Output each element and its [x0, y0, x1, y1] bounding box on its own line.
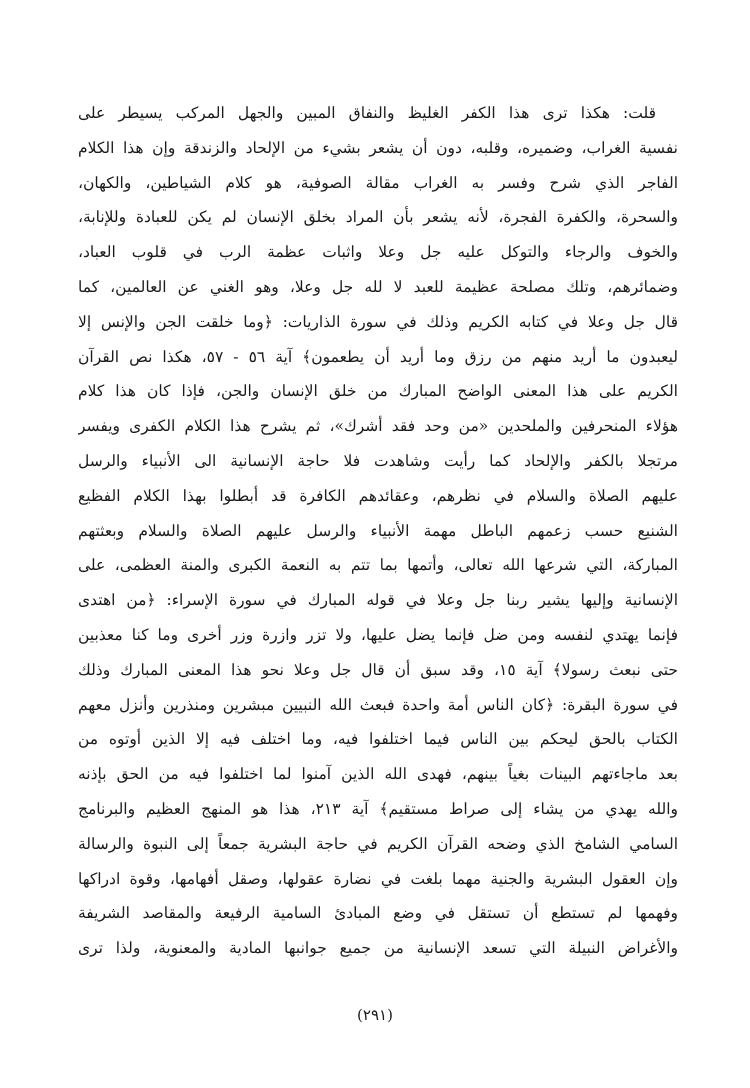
text-line: وإن العقول البشرية والجنية مهما بلغت في نضارة عقولها، وصقل أفهامها، وقوة ادراكها: [78, 869, 678, 888]
text-line: والخوف والرجاء والتوكل عليه جل وعلا واثبات عظمة الرب في قلوب العباد،: [78, 243, 678, 262]
text-line: وضمائرهم، وتلك مصلحة عظيمة للعبد لا لله جل وعلا، وهو الغني عن العالمين، كما: [78, 277, 678, 296]
text-line: والأغراض النبيلة التي تسعد الإنسانية من جميع جوانبها المادية والمعنوية، ولذا ترى: [78, 939, 678, 958]
body-text: [78, 96, 678, 966]
text-line: نفسية الغراب، وضميره، وقلبه، دون أن يشعر بشيء من الإلحاد والزندقة وإن هذا الكلام: [78, 138, 678, 157]
text-line: ليعبدون ما أريد منهم من رزق وما أريد أن يطعمون﴾ آية ٥٦ - ٥٧، هكذا نص القرآن: [78, 347, 678, 366]
text-line: الإنسانية وإليها يشير ربنا جل وعلا في قوله المبارك في سورة الإسراء: ﴿من اهتدى: [78, 591, 678, 610]
text-line: بعد ماجاءتهم البينات بغياً بينهم، فهدى الله الذين آمنوا لما اختلفوا فيه من الحق بإذنه: [78, 765, 678, 784]
text-line: هؤلاء المنحرفين والملحدين «من وحد فقد أشرك»، ثم يشرح هذا الكلام الكفرى ويفسر: [78, 417, 678, 436]
text-line: المباركة، التي شرعها الله تعالى، وأتمها بما تتم به النعمة الكبرى والمنة العظمى، على: [78, 556, 678, 575]
text-line: الكريم على هذا المعنى الواضح المبارك من خلق الإنسان والجن، فإذا كان هذا كلام: [78, 382, 678, 401]
text-line: والسحرة، والكفرة الفجرة، لأنه يشعر بأن المراد بخلق الإنسان لم يكن للعبادة وللإنابة،: [78, 208, 678, 227]
text-line: الكتاب بالحق ليحكم بين الناس فيما اختلفوا فيه، وما اختلف فيه إلا الذين أوتوه من: [78, 730, 678, 749]
page-number: (٢٩١): [357, 1006, 393, 1024]
text-line: في سورة البقرة: ﴿كان الناس أمة واحدة فبعث الله النبيين مبشرين ومنذرين وأنزل معهم: [78, 695, 678, 714]
text-line: مرتجلا بالكفر والإلحاد كما رأيت وشاهدت فلا حاجة الإنسانية الى الأنبياء والرسل: [78, 451, 678, 470]
text-line: حتى نبعث رسولا﴾ آية ١٥، وقد سبق أن قال جل وعلا نحو هذا المعنى المبارك وذلك: [78, 660, 678, 679]
text-line: وفهمها لم تستطع أن تستقل في وضع المبادئ السامية الرفيعة والمقاصد الشريفة: [78, 904, 678, 923]
text-line: قال جل وعلا في كتابه الكريم وذلك في سورة الذاريات: ﴿وما خلقت الجن والإنس إلا: [78, 312, 678, 331]
text-line: والله يهدي من يشاء إلى صراط مستقيم﴾ آية ٢١٣، هذا هو المنهج العظيم والبرنامج: [78, 799, 678, 818]
text-line: الشنيع حسب زعمهم الباطل مهمة الأنبياء والرسل عليهم الصلاة والسلام وبعثتهم: [78, 521, 678, 540]
text-line: السامي الشامخ الذي وضحه القرآن الكريم في حاجة البشرية جمعاً إلى النبوة والرسالة: [78, 834, 678, 853]
text-line: فإنما يهتدي لنفسه ومن ضل فإنما يضل عليها، ولا تزر وازرة وزر أخرى وما كنا معذبين: [78, 625, 678, 644]
text-line: عليهم الصلاة والسلام في نظرهم، وعقائدهم الكافرة قد أبطلوا بهذا الكلام الفظيع: [78, 486, 678, 505]
text-line: الفاجر الذي شرح وفسر به الغراب مقالة الصوفية، هو كلام الشياطين، والكهان،: [78, 173, 678, 192]
text-line: قلت: هكذا ترى هذا الكفر الغليظ والنفاق المبين والجهل المركب يسيطر على: [78, 104, 656, 122]
